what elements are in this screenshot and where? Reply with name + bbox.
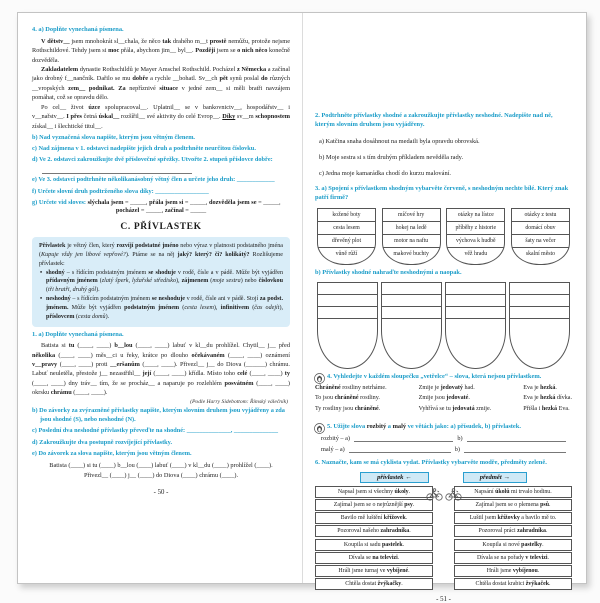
exercise-5-title-row bbox=[315, 423, 572, 432]
intruder-sentence[interactable]: Chráněné rostliny netrháme. bbox=[315, 384, 387, 391]
intruder-column-3 bbox=[523, 385, 572, 417]
sentence-box[interactable]: Koupila si nové pastelky. bbox=[454, 539, 572, 551]
sentence-box[interactable]: Zajímal jsem se o plemena psů. bbox=[454, 499, 572, 511]
intruder-sentence[interactable]: To jsou chráněné rostliny. bbox=[315, 395, 380, 402]
exercise-2-title: 2. Podtrhněte přívlastky shodné a zakroužkujte přívlastky neshodné. Nadepište nad ně, kterým slovním druhem jsou vyjádřeny. bbox=[315, 112, 553, 128]
exercise-5-row-rozbity bbox=[321, 434, 570, 442]
shield-1 bbox=[317, 208, 376, 265]
info-bullet-neshodny: • neshodný – s řídícím podstatným jménem se neshoduje v rodě, čísle ani v pádě. Stojí za podst. jménem. Může být vyjádřen podstatným jménem (cesta lesem), infinitivem (čas odejít), příslovcem (cesta domů). bbox=[39, 295, 283, 321]
write-in-line bbox=[42, 165, 192, 174]
info-bullet-shodny: • shodný – s řídícím podstatným jménem se shoduje v rodě, čísle a v pádě. Může být vyjádřen přídavným jménem (zlatý šperk, lyžařské středisko), zájmenem (moje sestra) nebo číslovkou (tři bratři, druhý gól). bbox=[39, 269, 283, 295]
exercise-4-paragraph-3: Po cel__ život úzce spolupracoval__. Uplatnil__ se v bankovnictv__, hospodářstv__ i v__nařstv__. I přes četná úskal__ rozšířil__ své aktivity do celé Evrop__. Díky sv__m schopnostem získal__ i šlechtické titul__. bbox=[32, 103, 290, 130]
intruder-sentence[interactable]: Eva je hezká dívka. bbox=[523, 395, 572, 402]
exercise-4-paragraph-2: Zakladatelem dynastie Rothschildů je Mayer Amschel Rothschild. Pocházel z Německa a začínal jako drobný f__nančník. Dařilo se mu dobře a rychle __bohatl. Sv__ch pět synů poslal do různých __vropských zem__ podnikat. Za nepříznivé situace v jedné zem__ si měli bratři navzájem pomáhat, což se opravdu dělo. bbox=[32, 65, 291, 102]
exercise-4b-instruction: b) Nad vyznačená slova napište, kterým jsou větným členem. bbox=[32, 133, 196, 141]
exercise-1d-instruction: d) Zakroužkujte dva postupně rozvíjející přívlastky. bbox=[32, 438, 173, 446]
empty-shield[interactable] bbox=[445, 282, 506, 369]
sentence-box[interactable]: Zajímal jsem se o nejrůznější psy. bbox=[315, 499, 433, 511]
write-in-line[interactable] bbox=[354, 434, 453, 442]
exercise-1a-title: 1. a) Doplňte vynechaná písmena. bbox=[32, 330, 124, 338]
exercise-6-title: 6. Naznačte, kam se má cyklista vydat. Přívlastky vybarvěte modře, předměty zeleně. bbox=[315, 459, 547, 467]
predmet-column bbox=[454, 486, 572, 592]
sentence-box[interactable]: Chtěla dostat krabici žvýkaček. bbox=[454, 578, 572, 590]
exercise-4-title-row bbox=[315, 373, 572, 382]
penguin-icon bbox=[314, 373, 325, 384]
shield-cell[interactable]: vůně růží bbox=[318, 247, 375, 264]
intruder-sentence[interactable]: Vyhřívá se tu jedovatá zmije. bbox=[418, 406, 492, 413]
empty-shield[interactable] bbox=[317, 282, 378, 369]
shield-2 bbox=[382, 208, 441, 265]
shield-cell[interactable]: příběhy z historie bbox=[447, 221, 504, 234]
exercise-6-headers bbox=[315, 472, 572, 483]
grammar-info-box bbox=[32, 237, 290, 326]
penguin-icon bbox=[314, 423, 325, 434]
privlastek-header: přívlastek ← bbox=[360, 472, 429, 483]
exercise-4-title: 4. Vyhledejte v každém sloupečku „vetřelce“ – slova, která nejsou přívlastkem. bbox=[327, 373, 542, 381]
page-51 bbox=[302, 13, 586, 603]
sentence-box[interactable]: Pozoroval práci zahradníka. bbox=[454, 525, 572, 537]
intruder-column-2 bbox=[419, 385, 492, 417]
shield-cell[interactable]: věž hradu bbox=[447, 247, 504, 264]
book-spread bbox=[17, 12, 587, 603]
sentence-box[interactable]: Koupila si sadu pastelek. bbox=[315, 539, 433, 551]
intruder-sentence[interactable]: Ty rostliny jsou chráněné. bbox=[315, 406, 381, 413]
empty-shield[interactable] bbox=[509, 282, 570, 369]
sentence-box[interactable]: Napsal jsem si všechny úkoly. bbox=[315, 486, 433, 498]
page-number-left: - 50 - bbox=[153, 488, 169, 496]
exercise-3a-title: 3. a) Spojení s přívlastkem shodným vybarvěte červeně, s neshodným nechte bílé. Který znak patří firmě? bbox=[315, 185, 569, 201]
shield-cell[interactable]: výchova k hudbě bbox=[447, 234, 504, 247]
intruder-sentence[interactable]: Zmije jsou jedovaté. bbox=[418, 395, 470, 402]
exercise-2-sentence-b: b) Moje sestra si s tím druhým příkladem nevěděla rady. bbox=[319, 154, 464, 162]
shield-cell[interactable]: šaty na večer bbox=[512, 234, 569, 247]
intruder-columns bbox=[315, 385, 572, 417]
shield-grid bbox=[317, 208, 570, 265]
shield-3 bbox=[446, 208, 505, 265]
sentence-box[interactable]: Hráli jsme turnaj ve vybíjené. bbox=[315, 565, 433, 577]
write-in-line[interactable] bbox=[467, 434, 566, 442]
shield-cell[interactable]: makové buchty bbox=[383, 247, 440, 264]
shield-cell[interactable]: skalní město bbox=[512, 247, 569, 264]
sentence-box[interactable]: Dívala se na televizi. bbox=[315, 552, 433, 564]
exercise-4f-instruction: f) Určete slovní druh podtrženého slova díky: _________________ bbox=[32, 187, 209, 195]
exercise-1e-sentence-1: Batista (____) si tu (____) b__lou (____) labuť (____) v kl__du (____) prohlížel (____). bbox=[49, 461, 273, 469]
exercise-2-sentence-a: a) Katčina snaha dosáhnout na medaili byla opravdu obrovská. bbox=[319, 138, 480, 146]
cyclist-icons bbox=[426, 488, 462, 501]
text-source: (Podle Harry Sidebottom: Římský válečník) bbox=[190, 398, 288, 405]
exercise-3b-title: b) Přívlastky shodné nahraďte neshodnými a naopak. bbox=[315, 268, 462, 276]
exercise-2-sentence-c: c) Jedna moje kamarádka chodí do kurzu malování. bbox=[319, 170, 452, 178]
row-label-b: b) bbox=[457, 435, 463, 443]
shield-cell[interactable]: míčové hry bbox=[398, 211, 425, 218]
row-label: rozbitý – a) bbox=[321, 435, 351, 443]
exercise-1e-instruction: e) Do závorek za slova napište, kterým jsou větným členem. bbox=[32, 450, 192, 458]
shield-cell[interactable]: otázky z testu bbox=[524, 211, 557, 218]
shield-cell[interactable]: dřevěný plot bbox=[318, 234, 375, 247]
shield-cell[interactable]: motor na naftu bbox=[383, 234, 440, 247]
exercise-1c-instruction: c) Poslední dva neshodné přívlastky převeďte na shodné: ______________, ______________ bbox=[32, 427, 279, 435]
exercise-4g-verbs-1: slýchala jsem = _____, přála jsem si = _____, dozvěděla jsem se = _____, bbox=[87, 199, 281, 207]
cyclist-icon bbox=[445, 488, 462, 501]
exercise-4g-label: g) Určete vid sloves: bbox=[32, 199, 87, 207]
exercise-4e-instruction: e) Ve 3. odstavci podtrhněte několikanásobný větný člen a určete jeho druh: ____________ bbox=[32, 176, 275, 184]
exercise-4-paragraph-1: V dětstv__ jsem mnohokrát sl__chala, že něco tak drahého m__t prostě nemůžu, protože nejsme Rothschildové. Tehdy jsem si moc přála, abychom jim__ byl__. Později jsem se o nich něco konečně dozvěděla. bbox=[32, 37, 290, 64]
intruder-sentence[interactable]: Eva je hezká. bbox=[523, 384, 557, 391]
exercise-5-row-maly bbox=[321, 445, 570, 453]
exercise-4d-instruction: d) Ve 2. odstavci zakroužkujte dvě příslovečné spřežky. Utvořte 2. stupeň příslovce dobře: bbox=[32, 156, 273, 164]
exercise-1b-instruction: b) Do závorky za zvýrazněné přívlastky napište, kterým slovním druhem jsou vyjádřeny a zda jsou shodné (S), nebo neshodné (N). bbox=[32, 407, 285, 424]
top-whitespace bbox=[315, 22, 572, 108]
write-in-line[interactable] bbox=[349, 445, 451, 453]
section-heading: C. PŘÍVLASTEK bbox=[120, 222, 202, 233]
shield-4 bbox=[511, 208, 570, 265]
write-in-line[interactable] bbox=[464, 445, 566, 453]
sentence-box[interactable]: Luštil jsem křížovky a bavilo mě to. bbox=[454, 512, 572, 524]
exercise-4c-instruction: c) Nad zájmena v 1. odstavci nadepište jejich druh a podtrhněte neurčitou číslovku. bbox=[32, 144, 256, 152]
page-50 bbox=[18, 13, 302, 583]
page-number-right: - 51 - bbox=[436, 596, 451, 603]
shield-cell[interactable]: otázky na lístce bbox=[457, 211, 494, 218]
exercise-5-title: 5. Užijte slova rozbitý a malý ve větách jako: a) přísudek, b) přívlastek. bbox=[327, 422, 521, 430]
empty-shield[interactable] bbox=[381, 282, 442, 369]
sentence-box[interactable]: Pozoroval našeho zahradníka. bbox=[315, 525, 433, 537]
info-intro: Přívlastek je větný člen, který rozvíjí podstatné jméno nebo výraz v platnosti podstatného jména (Kupuje vždy jen libové vepřové?). Ptáme se na něj jaký? který? čí? kolikátý? Rozlišujeme přívlastek: bbox=[39, 243, 283, 267]
sentence-box[interactable]: Chtěla dostat žvýkačky. bbox=[315, 578, 433, 590]
sentence-box[interactable]: Bavilo mě luštění křížovek. bbox=[315, 512, 433, 524]
sentence-box[interactable]: Napsání úkolů mi trvalo hodinu. bbox=[454, 486, 572, 498]
intruder-column-1 bbox=[315, 385, 387, 417]
sentence-box[interactable]: Dívala se na pořady v televizi. bbox=[454, 552, 572, 564]
sentence-box[interactable]: Hráli jsme vybíjenou. bbox=[454, 565, 572, 577]
intruder-sentence[interactable]: Zmije je jedovatý had. bbox=[418, 384, 475, 391]
row-label-b: b) bbox=[454, 446, 461, 454]
empty-shield-grid bbox=[317, 282, 570, 369]
shield-cell[interactable]: hokej na ledě bbox=[383, 221, 440, 234]
row-label: malý – a) bbox=[321, 446, 345, 454]
exercise-4a-title: 4. a) Doplňte vynechaná písmena. bbox=[32, 26, 124, 33]
exercise-1e-sentence-2: Přivezl__ (____) j__ (____) do Diova (____) chrámu (____). bbox=[83, 471, 239, 479]
exercise-1-text: Batista si tu (____, ____) b__lou (____, ____) labuť v kl__du prohlížel. Chytil__ j__ před několika (____, ____) měs__ci u řeky, krátce po dlouho očekávaném (____, ____) oznámení v__pravy (____, ____) proti __eršanům (____, ____). Přivezl__ j__ do Diova (______) chrámu. Labuť neuletěla, přestože j__ nezastřihl__ její (____, ____) křídla. Místo toho celé (____, ____) ty (____, ____) dny tráv__ tím, že se procház__ a naparuje po rozlehlém posvátném (____, ____) okrsku chrámu (____, ____). bbox=[32, 342, 291, 397]
cyclist-icon bbox=[426, 488, 443, 501]
shield-cell[interactable]: kožené boty bbox=[332, 211, 361, 218]
shield-cell[interactable]: domácí obuv bbox=[512, 221, 569, 234]
privlastek-column bbox=[315, 486, 433, 592]
exercise-4g-verbs-2: pocházel = _____, začínal = _____ bbox=[115, 207, 207, 215]
shield-cell[interactable]: cesta lesem bbox=[318, 221, 375, 234]
exercise-4g-line bbox=[32, 199, 290, 206]
intruder-sentence[interactable]: Přišla i hezká Eva. bbox=[523, 406, 570, 413]
predmet-header: předmět → bbox=[463, 472, 527, 483]
cyclist-decision-grid bbox=[315, 486, 572, 592]
